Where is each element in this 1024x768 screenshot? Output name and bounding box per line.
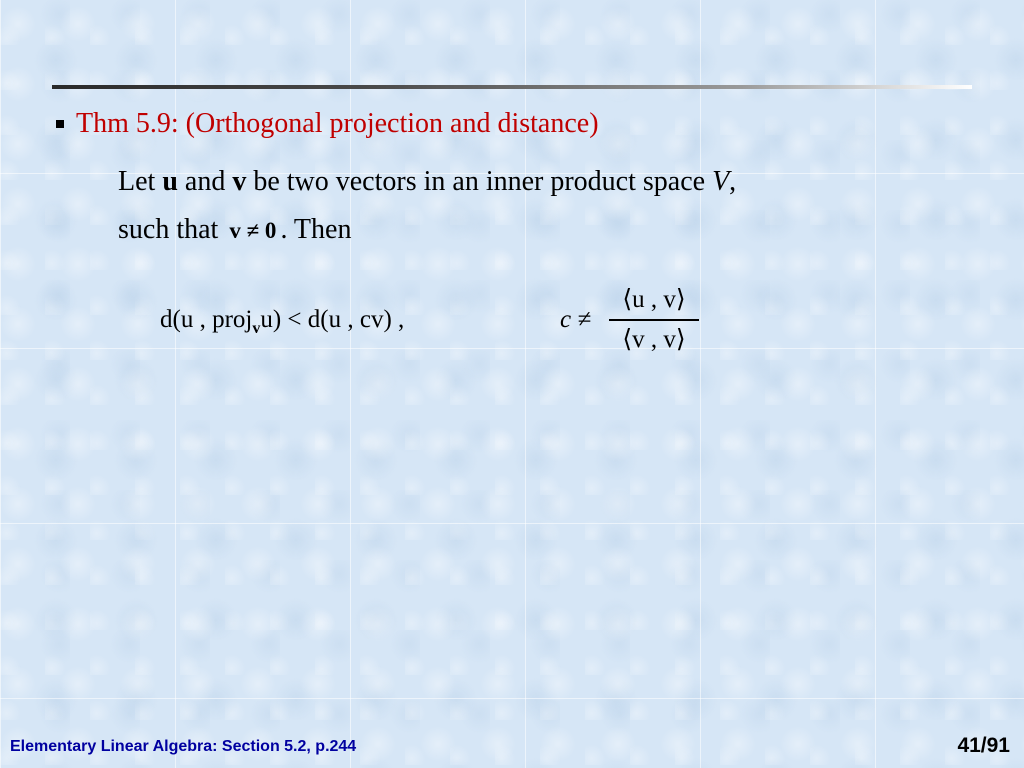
formula-subscript: v [252, 320, 261, 337]
footer-title: Elementary Linear Algebra: Section 5.2, p.244 [10, 738, 357, 755]
fraction-numerator: ⟨u , v⟩ [622, 286, 686, 313]
nonzero-condition: v ≠ 0 [229, 218, 277, 243]
vector-u: u [162, 166, 178, 197]
text-then: . Then [280, 214, 352, 245]
vector-v: v [232, 166, 247, 197]
c-not-equal: c ≠ [560, 306, 592, 333]
bullet-icon [56, 120, 64, 128]
fraction-bar [609, 319, 699, 321]
text-and: and [177, 166, 233, 197]
statement-line-2 [118, 214, 351, 246]
theorem-heading-text: Thm 5.9: (Orthogonal projection and distance) [76, 108, 599, 139]
page-number: 41/91 [957, 734, 1010, 757]
distance-inequality [160, 306, 404, 338]
formula-lhs: d(u , proj [160, 306, 253, 333]
statement-line-1 [118, 166, 736, 198]
space-V: V [712, 166, 730, 197]
text-inner-product-space: be two vectors in an inner product space [246, 166, 713, 197]
theorem-heading [56, 108, 599, 140]
inner-product-fraction [609, 283, 699, 357]
text-such-that: such that [118, 214, 226, 245]
formula-rhs: u) < d(u , cv) , [260, 306, 405, 333]
text-comma: , [729, 166, 737, 197]
c-condition [560, 306, 591, 334]
fraction-denominator: ⟨v , v⟩ [622, 325, 686, 353]
title-rule [52, 85, 972, 89]
text-let: Let [118, 166, 163, 197]
